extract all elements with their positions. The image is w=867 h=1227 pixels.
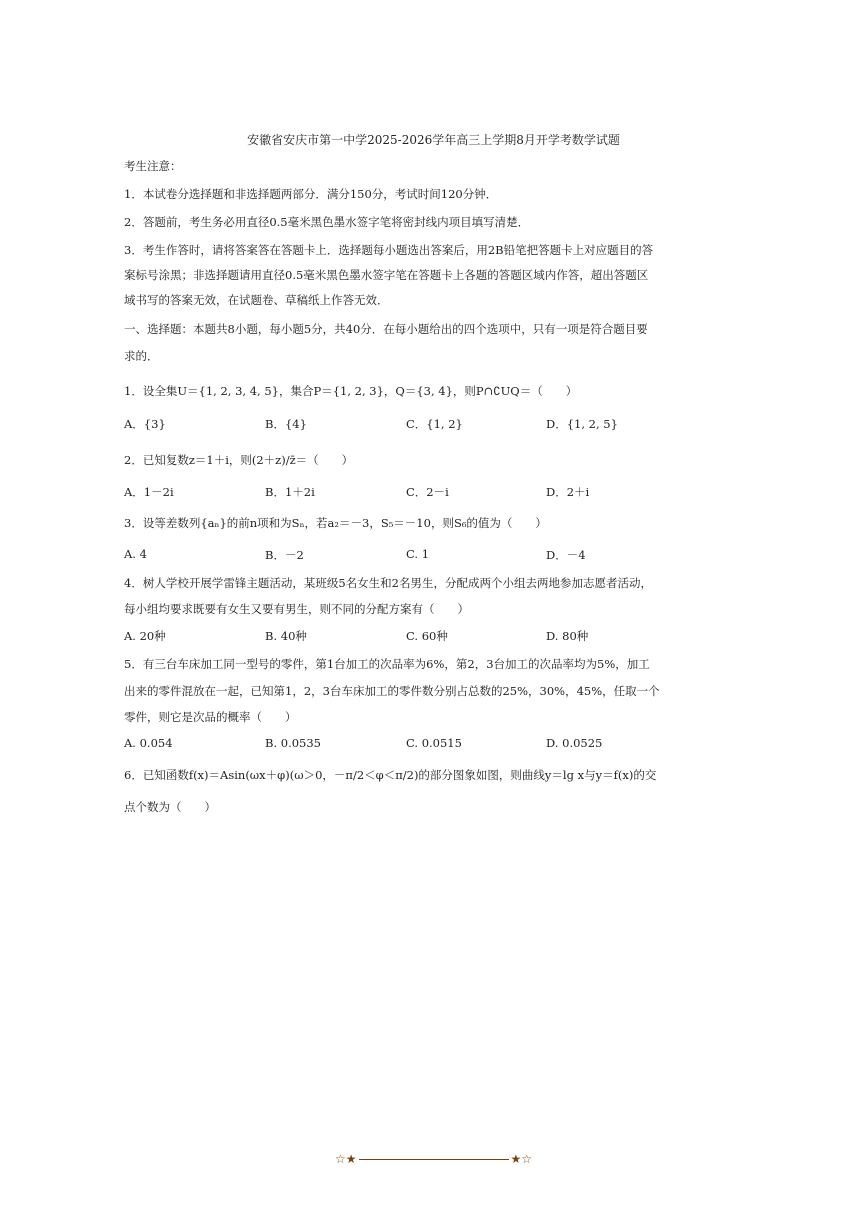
option-b: B．1＋2i bbox=[265, 485, 315, 499]
notice-item: 域书写的答案无效，在试题卷、草稿纸上作答无效． bbox=[124, 293, 389, 307]
option-a: A. 0.054 bbox=[124, 736, 173, 750]
question-5-stem: 5．有三台车床加工同一型号的零件，第1台加工的次品率为6%，第2，3台加工的次品率均为5%，加工 bbox=[124, 657, 650, 671]
option-c: C. 1 bbox=[406, 547, 430, 561]
option-c: C. 60种 bbox=[406, 629, 448, 643]
question-5-stem-cont: 出来的零件混放在一起，已知第1，2，3台车床加工的零件数分别占总数的25%，30%，45%，任取一个 bbox=[124, 684, 660, 698]
option-b: B. 40种 bbox=[265, 629, 307, 643]
option-a: A. 4 bbox=[124, 547, 147, 561]
option-c: C．2－i bbox=[406, 485, 449, 499]
option-b: B. 0.0535 bbox=[265, 736, 322, 750]
option-d: D．－4 bbox=[546, 548, 586, 562]
option-a: A．1－2i bbox=[124, 485, 174, 499]
option-c: C．{1, 2} bbox=[406, 417, 463, 431]
notice-item: 3．考生作答时，请将答案答在答题卡上．选择题每小题选出答案后，用2B铅笔把答题卡上对应题目的答 bbox=[124, 243, 654, 257]
option-d: D. 80种 bbox=[546, 629, 589, 643]
question-6-stem: 6．已知函数f(x)＝Asin(ωx＋φ)(ω＞0，－π/2＜φ＜π/2)的部分图象如图，则曲线y＝lg x与y＝f(x)的交 bbox=[124, 768, 657, 782]
option-b: B．－2 bbox=[265, 548, 304, 562]
question-5-stem-cont: 零件，则它是次品的概率（ ） bbox=[124, 710, 297, 724]
notice-heading: 考生注意： bbox=[124, 159, 182, 173]
option-d: D．{1, 2, 5} bbox=[546, 417, 618, 431]
page-footer bbox=[0, 1152, 867, 1166]
question-1-stem: 1．设全集U＝{1, 2, 3, 4, 5}，集合P＝{1, 2, 3}，Q＝{3, 4}，则P∩∁UQ＝（ ） bbox=[124, 384, 578, 398]
section-heading: 一、选择题：本题共8小题，每小题5分，共40分．在每小题给出的四个选项中，只有一项是符合题目要 bbox=[124, 322, 648, 336]
question-2-stem: 2．已知复数z＝1＋i，则(2＋z)/z̄＝（ ） bbox=[124, 453, 354, 467]
option-d: D．2＋i bbox=[546, 485, 590, 499]
option-d: D. 0.0525 bbox=[546, 736, 603, 750]
question-4-stem: 4．树人学校开展学雷锋主题活动，某班级5名女生和2名男生，分配成两个小组去两地参加志愿者活动， bbox=[124, 576, 652, 590]
footer-stars-right: ★☆ bbox=[510, 1152, 533, 1166]
option-b: B．{4} bbox=[265, 417, 307, 431]
option-c: C. 0.0515 bbox=[406, 736, 462, 750]
question-3-stem: 3．设等差数列{aₙ}的前n项和为Sₙ，若a₂＝－3，S₅＝－10，则S₆的值为（ ） bbox=[124, 516, 547, 530]
question-6-stem-cont: 点个数为（ ） bbox=[124, 800, 216, 814]
notice-item: 案标号涂黑；非选择题请用直径0.5毫米黑色墨水签字笔在答题卡上各题的答题区域内作答，超出答题区 bbox=[124, 268, 649, 282]
notice-item: 2．答题前，考生务必用直径0.5毫米黑色墨水签字笔将密封线内项目填写清楚． bbox=[124, 215, 530, 229]
footer-stars-left: ☆★ bbox=[334, 1152, 357, 1166]
page-title: 安徽省安庆市第一中学2025-2026学年高三上学期8月开学考数学试题 bbox=[247, 133, 620, 147]
notice-item: 1．本试卷分选择题和非选择题两部分．满分150分，考试时间120分钟． bbox=[124, 187, 498, 201]
question-4-stem-cont: 每小组均要求既要有女生又要有男生，则不同的分配方案有（ ） bbox=[124, 602, 469, 616]
section-heading-cont: 求的． bbox=[124, 349, 159, 363]
option-a: A．{3} bbox=[124, 417, 166, 431]
footer-divider bbox=[359, 1159, 509, 1160]
option-a: A. 20种 bbox=[124, 629, 166, 643]
